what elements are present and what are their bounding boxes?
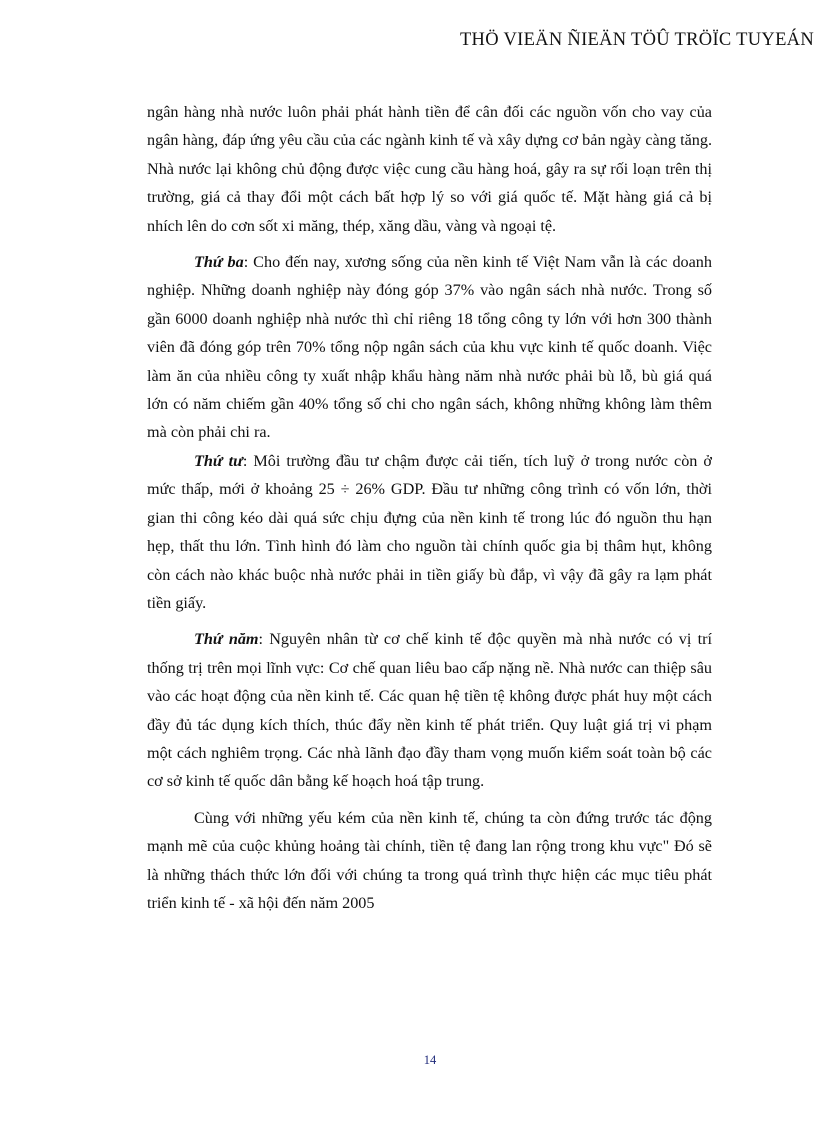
paragraph-conclusion: Cùng với những yếu kém của nền kinh tế, chúng ta còn đứng trước tác động mạnh mẽ của cuộc khủng hoảng tài chính, tiền tệ đang lan rộng trong khu vực" Đó sẽ là những thách thức lớn đối với chúng ta trong quá trình thực hiện các mục tiêu phát triển kinh tế - xã hội đến năm 2005: [147, 808, 712, 912]
paragraph-lead-thu-nam: Thứ năm: [194, 630, 259, 649]
paragraph-1: ngân hàng nhà nước luôn phải phát hành tiền để cân đối các nguồn vốn cho vay của ngân hàng, đáp ứng yêu cầu của các ngành kinh tế và xây dựng cơ bản ngày càng tăng. Nhà nước lại không chủ động được việc cung cầu hàng hoá, gây ra sự rối loạn trên thị trường, giá cả thay đổi một cách bất hợp lý so với giá quốc tế. Mặt hàng giá cả bị nhích lên do cơn sốt xi măng, thép, xăng dầu, vàng và ngoại tệ.: [147, 103, 712, 235]
paragraph-lead-thu-ba: Thứ ba: [194, 253, 244, 272]
paragraph-text-thu-tu: : Môi trường đầu tư chậm được cải tiến, tích luỹ ở trong nước còn ở mức thấp, mới ở khoảng 25 ÷ 26% GDP. Đầu tư những công trình có vốn lớn, thời gian thi công kéo dài quá sức chịu đựng của nền kinh tế trong lúc đó nguồn thu hạn hẹp, thất thu lớn. Tình hình đó làm cho nguồn tài chính quốc gia bị thâm hụt, không còn cách nào khác buộc nhà nước phải in tiền giấy bù đắp, vì vậy đã gây ra lạm phát tiền giấy.: [147, 451, 712, 612]
page-number: 14: [423, 1053, 437, 1067]
paragraph-text-thu-ba: : Cho đến nay, xương sống của nền kinh tế Việt Nam vẫn là các doanh nghiệp. Những doanh nghiệp này đóng góp 37% vào ngân sách nhà nước. Trong số gần 6000 doanh nghiệp nhà nước thì chỉ riêng 18 tổng công ty lớn với hơn 300 thành viên đã đóng góp trên 70% tổng nộp ngân sách của khu vực kinh tế quốc doanh. Việc làm ăn của nhiều công ty xuất nhập khẩu hàng năm nhà nước phải bù lỗ, bù giá quá lớn có năm chiếm gần 40% tổng số chi cho ngân sách, không những không làm thêm mà còn phải chi ra.: [147, 253, 712, 442]
paragraph-thu-nam: [147, 625, 712, 795]
paragraph-text-thu-nam: : Nguyên nhân từ cơ chế kinh tế độc quyền mà nhà nước có vị trí thống trị trên mọi lĩnh vực: Cơ chế quan liêu bao cấp nặng nề. Nhà nước can thiệp sâu vào các hoạt động của nền kinh tế. Các quan hệ tiền tệ không được phát huy một cách đầy đủ tác dụng kích thích, thúc đẩy nền kinh tế phát triển. Quy luật giá trị vi phạm một cách nghiêm trọng. Các nhà lãnh đạo đầy tham vọng muốn kiểm soát toàn bộ các cơ sở kinh tế quốc dân bằng kế hoạch hoá tập trung.: [147, 630, 713, 791]
paragraph-thu-tu: [147, 447, 712, 617]
paragraph-thu-ba: [147, 248, 712, 447]
paragraph-lead-thu-tu: Thứ tư: [194, 451, 243, 470]
page-header-title: THÖ VIEÄN ÑIEÄN TÖÛ TRÖÏC TUYEÁN: [459, 30, 814, 50]
document-body: [147, 98, 712, 917]
